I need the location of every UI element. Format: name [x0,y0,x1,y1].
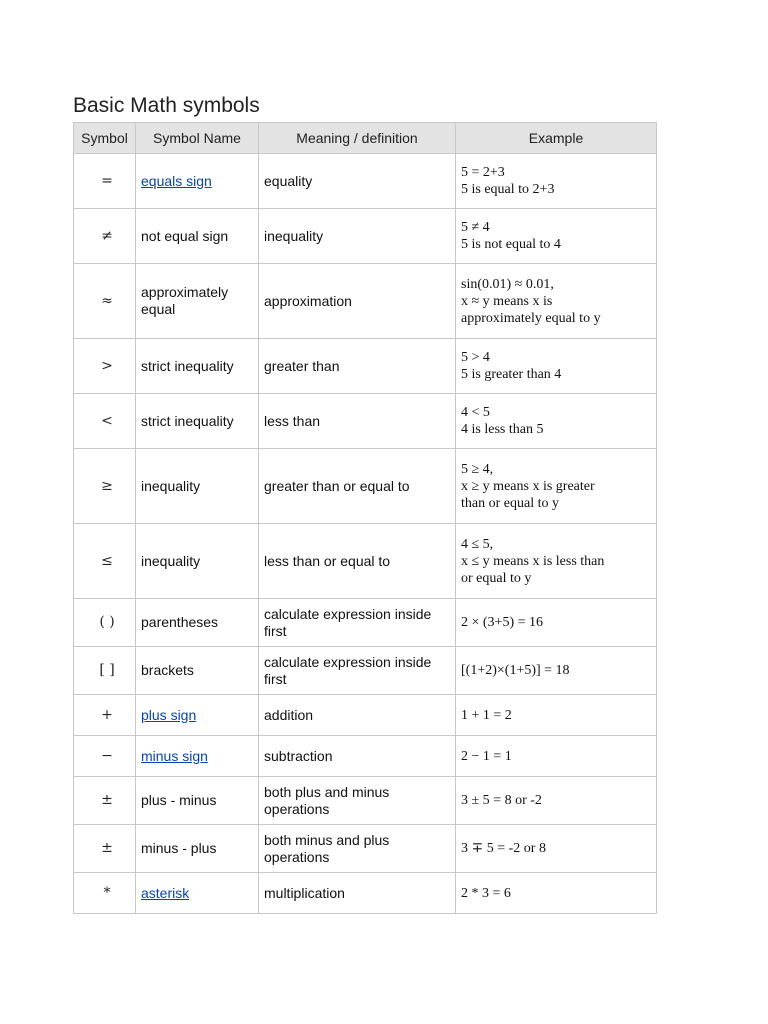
example-cell [456,825,657,873]
meaning-cell: subtraction [259,736,456,777]
symbol-name-cell [136,736,259,777]
example-cell [456,647,657,695]
meaning-cell: calculate expression inside first [259,647,456,695]
example-line: or equal to y [461,570,532,586]
symbol-name-text: parentheses [141,614,219,630]
symbol-cell: ≠ [74,209,136,264]
symbol-name-cell [136,873,259,914]
example-line: x ≈ y means x is [461,293,553,309]
table-row [74,154,657,209]
table-row [74,449,657,524]
symbol-name-cell [136,449,259,524]
symbol-cell: + [74,695,136,736]
symbol-name-link[interactable]: equals sign [141,172,212,189]
meaning-cell: both minus and plus operations [259,825,456,873]
symbol-name-text: not equal sign [141,227,229,244]
symbol-name-text: strict inequality [141,357,234,374]
meaning-cell: approximation [259,264,456,339]
header-meaning: Meaning / definition [259,123,456,154]
example-line: 5 ≥ 4, [461,461,494,477]
example-line: 3 ± 5 = 8 or -2 [461,793,542,808]
symbol-cell: ( ) [74,599,136,647]
example-line: 4 ≤ 5, [461,536,494,552]
example-cell [456,449,657,524]
example-cell [456,524,657,599]
meaning-cell: greater than or equal to [259,449,456,524]
table-row [74,394,657,449]
table-row [74,825,657,873]
symbol-cell: ≤ [74,524,136,599]
symbol-cell: [ ] [74,647,136,695]
example-line: 5 = 2+3 [461,165,505,180]
example-cell [456,777,657,825]
symbol-name-text: brackets [141,662,194,678]
example-line: x ≥ y means x is greater [461,478,595,494]
symbol-name-link[interactable]: asterisk [141,884,190,901]
example-line: 4 < 5 [461,405,490,420]
example-line: 5 > 4 [461,350,490,365]
table-row [74,209,657,264]
symbol-name-cell [136,339,259,394]
symbol-name-cell [136,394,259,449]
example-line: approximately equal to y [461,310,601,326]
symbol-name-text: inequality [141,477,201,494]
symbol-cell: * [74,873,136,914]
page-title: Basic Math symbols [73,94,260,117]
example-line: x ≤ y means x is less than [461,553,605,569]
example-line: 5 is equal to 2+3 [461,182,555,197]
example-cell [456,695,657,736]
example-cell [456,736,657,777]
symbol-name-cell [136,154,259,209]
symbol-cell: < [74,394,136,449]
example-line: 2 × (3+5) = 16 [461,615,544,630]
table-row [74,736,657,777]
symbol-name-text: strict inequality [141,412,234,429]
example-line: 4 is less than 5 [461,422,544,437]
symbol-cell: ± [74,777,136,825]
symbol-name-cell [136,209,259,264]
header-symbol-name: Symbol Name [136,123,259,154]
meaning-cell: less than [259,394,456,449]
example-cell [456,394,657,449]
example-line: 2 * 3 = 6 [461,885,511,901]
example-line: 5 ≠ 4 [461,220,490,235]
meaning-cell: addition [259,695,456,736]
table-row [74,264,657,339]
meaning-cell: both plus and minus operations [259,777,456,825]
symbol-cell: > [74,339,136,394]
example-line: 1 + 1 = 2 [461,707,512,723]
example-line: [(1+2)×(1+5)] = 18 [461,663,570,678]
example-cell [456,154,657,209]
example-line: 3 ∓ 5 = -2 or 8 [461,841,546,856]
example-cell [456,209,657,264]
example-cell [456,873,657,914]
table-row [74,647,657,695]
example-line: sin(0.01) ≈ 0.01, [461,276,554,292]
table-row [74,777,657,825]
symbol-name-cell [136,264,259,339]
meaning-cell: equality [259,154,456,209]
symbol-name-cell [136,599,259,647]
table-row [74,524,657,599]
meaning-cell: inequality [259,209,456,264]
symbol-name-link[interactable]: minus sign [141,747,208,764]
symbol-name-cell [136,524,259,599]
symbol-cell: ± [74,825,136,873]
symbol-cell: ≥ [74,449,136,524]
header-example: Example [456,123,657,154]
example-line: 5 is greater than 4 [461,367,562,382]
symbol-name-cell [136,825,259,873]
table-row [74,339,657,394]
example-cell [456,339,657,394]
symbol-name-text: approximately equal [141,284,229,317]
meaning-cell: multiplication [259,873,456,914]
meaning-cell: greater than [259,339,456,394]
example-line: than or equal to y [461,495,559,511]
symbol-name-text: plus - minus [141,792,217,808]
math-symbols-table [73,122,657,914]
meaning-cell: calculate expression inside first [259,599,456,647]
table-row [74,873,657,914]
symbol-cell: ≈ [74,264,136,339]
header-symbol: Symbol [74,123,136,154]
meaning-cell: less than or equal to [259,524,456,599]
symbol-name-cell [136,647,259,695]
symbol-name-link[interactable]: plus sign [141,706,197,723]
example-line: 2 − 1 = 1 [461,748,512,764]
symbol-name-text: minus - plus [141,840,217,856]
example-line: 5 is not equal to 4 [461,237,561,252]
symbol-name-cell [136,777,259,825]
symbol-name-text: inequality [141,552,201,569]
table-row [74,599,657,647]
example-cell [456,264,657,339]
symbol-name-cell [136,695,259,736]
table-header-row [74,123,657,154]
symbol-cell: = [74,154,136,209]
symbol-cell: − [74,736,136,777]
table-row [74,695,657,736]
example-cell [456,599,657,647]
